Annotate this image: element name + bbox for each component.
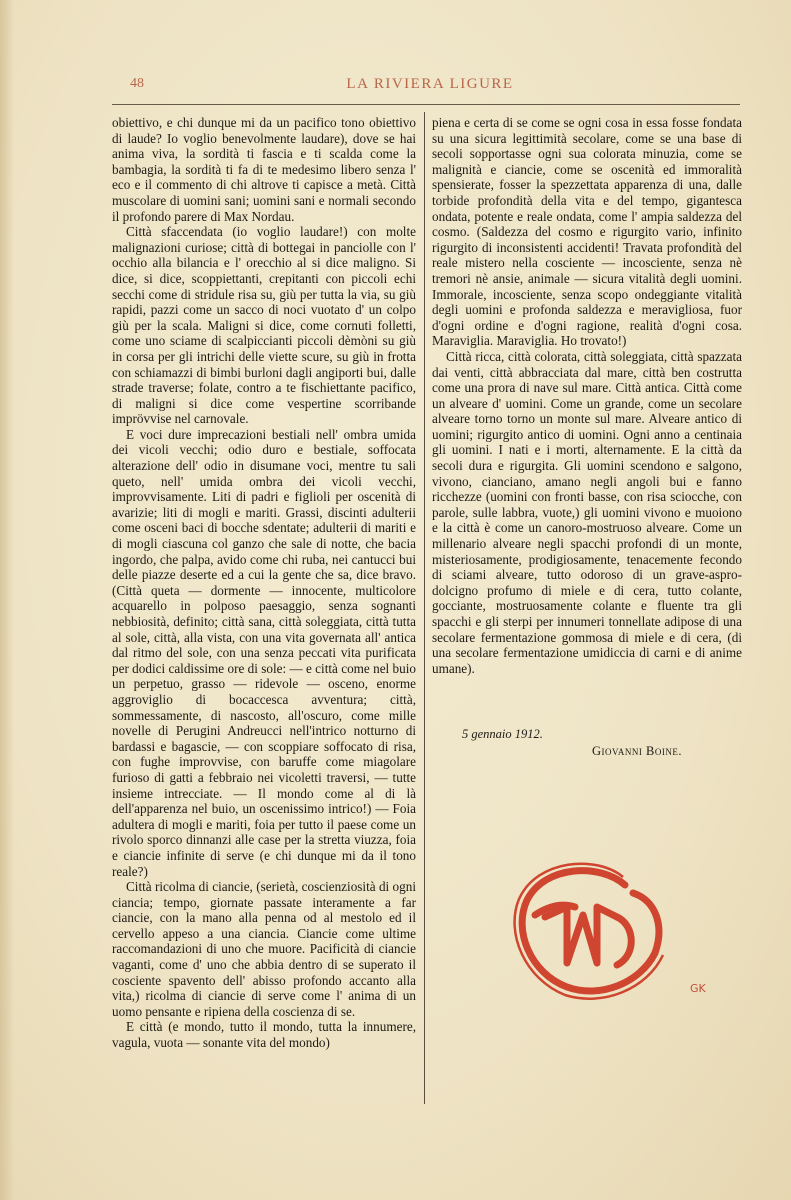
paragraph: Città sfaccendata (io voglio laudare!) con molte malignazioni curiose; città di bottegai in panciolle con l' occhio alla bilancia e l' orecchio al si dice maligno. Si dice, si dice, scoppiettanti, crepitanti con piccoli echi secchi come di stridule risa su, giù per tutta la via, su giù rapidi, pazzi come un sacco di noci vuotato d' un colpo giù per la scala. Maligni si dice, come cornuti folletti, come uno sciame di scalpiccianti piccoli dèmòni su giù in corsa per gli intrichi delle viette scure, su giù in frotta con schiamazzi di bimbi burloni dagli angiporti bui, dalle strade traverse; folate, contro a te fischiettante pacifico, di maligni si dice come vespertine scorribande imprövvise nel carnovale. — [112, 224, 416, 427]
page-edge-shadow — [0, 0, 14, 1200]
paragraph: Città ricca, città colorata, città soleggiata, città spazzata dai venti, città abbracciata dal mare, città ben costrutta come una prora di nave sul mare. Città antica. Città come un alveare d' uomini. Come un grande, come un secolare alveare torno torno un monte sul mare. Alveare antico di uomini; rigurgito antico di uomini. Ogni anno a centinaia gli uomini. I nati e i morti, alternamente. E la città da secoli dura e rigurgita. Gli uomini scendono e salgono, vivono, cianciano, amano negli angoli bui e fanno ricchezze (uomini con fronti basse, con risa sciocche, con parole, sulle labbra, vuote,) gli uomini vivono e muoiono e la città è come un canoro-mostruoso alveare. Come un millenario alveare negli spacchi profondi di un monte, misteriosamente, prodigiosamente, tenacemente fecondo di sciami alveare, tutto odoroso di un grave-aspro-dolcigno profumo di miele e di cera, tutto colante, gocciante, mostruosamente colante e fluente tra gli spacchi e gli sterpi per innumeri tonnellate adipose di una secolare fermentazione gommosa di miele e di cera, (di una secolare fermentazione umidiccia di carni e di anime umane). — [432, 348, 742, 676]
header-rule — [112, 104, 740, 105]
running-title: LA RIVIERA LIGURE — [346, 76, 514, 92]
paragraph: obiettivo, e chi dunque mi da un pacifico tono obiettivo di laude? Io voglio benevolmente laudare), dove se hai anima viva, la sordità ti fascia e ti scalda come la bambagia, la sordità ti fa di te medesimo libero senza l' eco e il commento di chi altrove ti capisce a metà. Città muscolare di uomini sani; uomini sani e normali secondo il profondo parere di Max Nordau. — [112, 115, 416, 224]
artist-initials: GK — [690, 982, 706, 995]
paragraph: E città (e mondo, tutto il mondo, tutta la innumere, vagula, vuota — sonante vita del mondo) — [112, 1019, 416, 1051]
page-number: 48 — [130, 76, 144, 91]
left-column — [112, 115, 416, 1051]
paragraph: piena e certa di se come se ogni cosa in essa fosse fondata su una sicura legittimità secolare, come se una base di secoli sopportasse ogni sua colorata minuzia, come se malignità e ciancie, come se oscenità ed immoralità spensierate, fosser la spezzettata apparenza di una, dalle torbide profondità della vita e del tempo, gigantesca ondata, potente e reale ondata, come l' ampia saldezza del cosmo. (Saldezza del cosmo e rigurgito vario, infinito rigurgito di inconsistenti accidenti! Travata profondità del reale mistero nella cosciente — incosciente, senza nè tremori nè ansie, animale — sicura vitalità degli uomini. Immorale, incosciente, senza scopo ondeggiante vitalità degli uomini e profonda saldezza e meravigliosa, fuor d'ogni ordine e d'ogni ragione, realità d'ogni cosa. Maraviglia. Maraviglia. Ho trovato!) — [432, 115, 742, 349]
column-divider — [424, 112, 425, 1104]
paragraph: Città ricolma di ciancie, (serietà, coscienziosità di ogni ciancia; tempo, giornate passate interamente a far ciancie, con la mano alla penna od al mestolo ed il cervello appeso a una ciancia. Ciancie come ultime raccomandazioni di uno che muore. Pacificità di ciancie vaganti, come d' uno che abbia dentro di se superato il cosciente spavento dell' abisso profondo accanto alla vita,) ricolma di ciancie di serve come l' anima di un uomo pensante e ripiena della coscienza di se. — [112, 879, 416, 1019]
paragraph: E voci dure imprecazioni bestiali nell' ombra umida dei vicoli vecchi; odio duro e bestiale, soffocata alterazione dell' odio in disumane voci, mentre tu sali queto, nell' umida ombra dei vicoli vecchi, improvvisamente. Liti di padri e figlioli per oscenità di avarizie; liti di mogli e mariti. Grassi, discinti adulterii come osceni baci di bocche sdentate; adulterii di mariti e di mogli ciascuna col ganzo che sale di notte, che bacia ingordo, che palpa, avido come chi ruba, nei cantucci bui delle piazze deserte ed a cui la gente che sa, dice bravo. (Città queta — dormente — innocente, multicolore acquarello in polposo paesaggio, senza sognanti nebbiosità, definito; città sana, città soleggiata, città tutta al sole, città, alla vista, con una vita governata all' antica dal ritmo del sole, con una senza peccati vita purificata per dodici caldissime ore di sole: — e città come nel buio un perpetuo, grasso — ridevole — osceno, enorme aggroviglio di bocaccesca avventura; città, sommessamente, di nascosto, all'oscuro, come mille novelle di Perugini Andreucci nell'intrico notturno di bardassi e bagascie, — con scoppiare soffocato di risa, con fughe improvvise, con baruffe come miagolare furioso di gatti a febbraio nei vicoletti traversi, — tutte insieme intrecciate. — Il mondo come al di là dell'apparenza nel buio, un oscenissimo intrico!) — Foia adultera di mogli e mariti, foia per tutto il paese come un rivolo sporco dinnanzi alle case per la stretta viuzza, foia e ciancie infinite di serve (e chi dunque mi da il tono reale?) — [112, 426, 416, 879]
right-column — [432, 115, 742, 676]
ornamental-monogram-logo — [505, 855, 675, 1005]
dateline: 5 gennaio 1912. — [462, 727, 543, 741]
page-header — [120, 76, 740, 100]
author-signature: Giovanni Boine. — [592, 744, 682, 758]
